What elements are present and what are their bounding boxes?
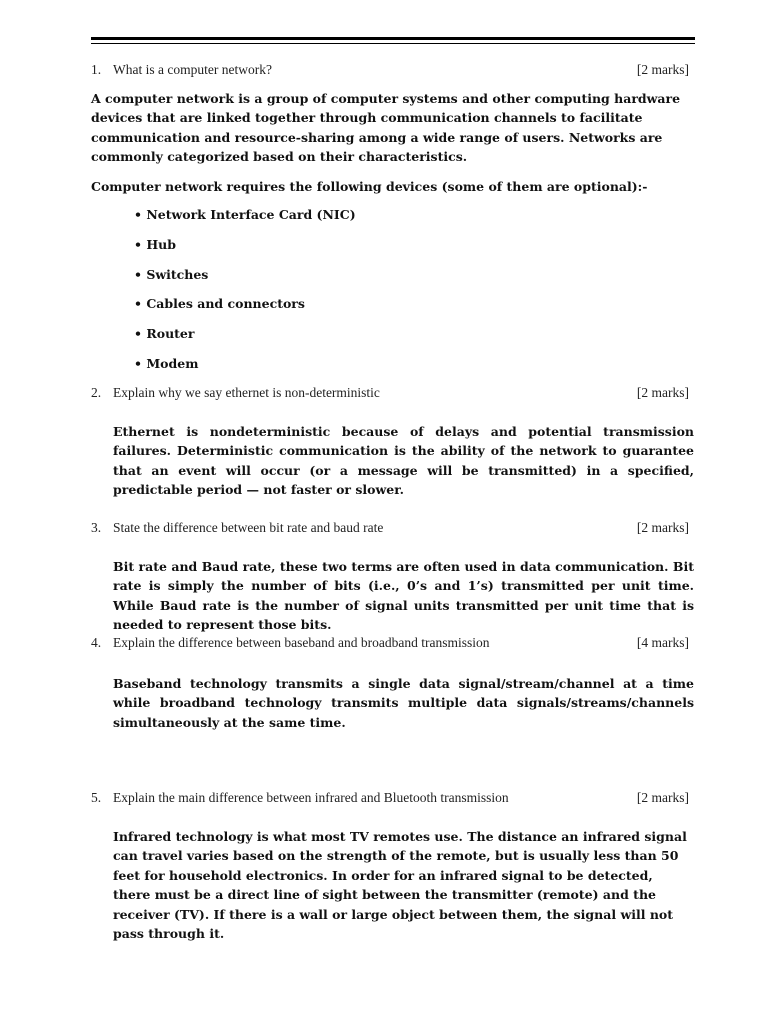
question-number: 5.: [91, 790, 102, 805]
question-text: Explain the difference between baseband and broadband transmission: [113, 635, 490, 650]
question-marks: [2 marks]: [636, 790, 689, 805]
question-1: [91, 61, 691, 79]
question-marks: [2 marks]: [636, 62, 689, 77]
header-rule-thick: [91, 37, 695, 40]
list-item: • Hub: [134, 236, 176, 252]
list-item: • Network Interface Card (NIC): [134, 207, 356, 222]
question-marks: [2 marks]: [636, 520, 689, 535]
question-text: State the difference between bit rate and baud rate: [113, 520, 384, 535]
question-text: What is a computer network?: [113, 62, 272, 77]
devices-list: [134, 205, 356, 384]
answer-3: Bit rate and Baud rate, these two terms are often used in data communication. Bit rate is simply the number of bits (i.e., 0’s and 1’s) transmitted per unit time. While Baud rate is the number of signal units transmitted per unit time that is needed to represent those bits.: [113, 559, 694, 633]
question-marks: [4 marks]: [636, 635, 689, 650]
list-item: • Modem: [134, 355, 199, 371]
question-number: 4.: [91, 635, 102, 650]
list-item: • Cables and connectors: [134, 296, 305, 312]
answer-5: Infrared technology is what most TV remotes use. The distance an infrared signal can travel varies based on the strength of the remote, but is usually less than 50 feet for household electronics. In order for an infrared signal to be detected, there must be a direct line of sight between the transmitter (remote) and the receiver (TV). If there is a wall or large object between them, the signal will not pass through it.: [113, 829, 687, 942]
question-2: [91, 384, 691, 402]
question-number: 2.: [91, 385, 102, 400]
question-number: 1.: [91, 62, 102, 77]
question-text: Explain why we say ethernet is non-deterministic: [113, 385, 380, 400]
header-rule-thin: [91, 43, 695, 44]
answer-1: A computer network is a group of computer systems and other computing hardware devices that are linked together through communication channels to facilitate communication and resource-sharing among a wide range of users. Networks are commonly categorized based on their characteristics.: [91, 91, 681, 165]
question-5: [91, 789, 691, 807]
question-marks: [2 marks]: [636, 385, 689, 400]
question-number: 3.: [91, 520, 102, 535]
question-3: [91, 519, 691, 537]
list-item: • Router: [134, 326, 195, 342]
question-4: [91, 634, 691, 652]
answer-4: Baseband technology transmits a single data signal/stream/channel at a time while broadband technology transmits multiple data signals/streams/channels simultaneously at the same time.: [113, 676, 694, 730]
question-text: Explain the main difference between infrared and Bluetooth transmission: [113, 790, 509, 805]
list-item: • Switches: [134, 266, 209, 282]
answer-2: Ethernet is nondeterministic because of delays and potential transmission failures. Deterministic communication is the ability of the network to guarantee that an event will occur (or a message will be transmitted) in a specified, predictable period — not faster or slower.: [113, 424, 694, 498]
devices-intro: Computer network requires the following devices (some of them are optional):-: [91, 179, 648, 194]
